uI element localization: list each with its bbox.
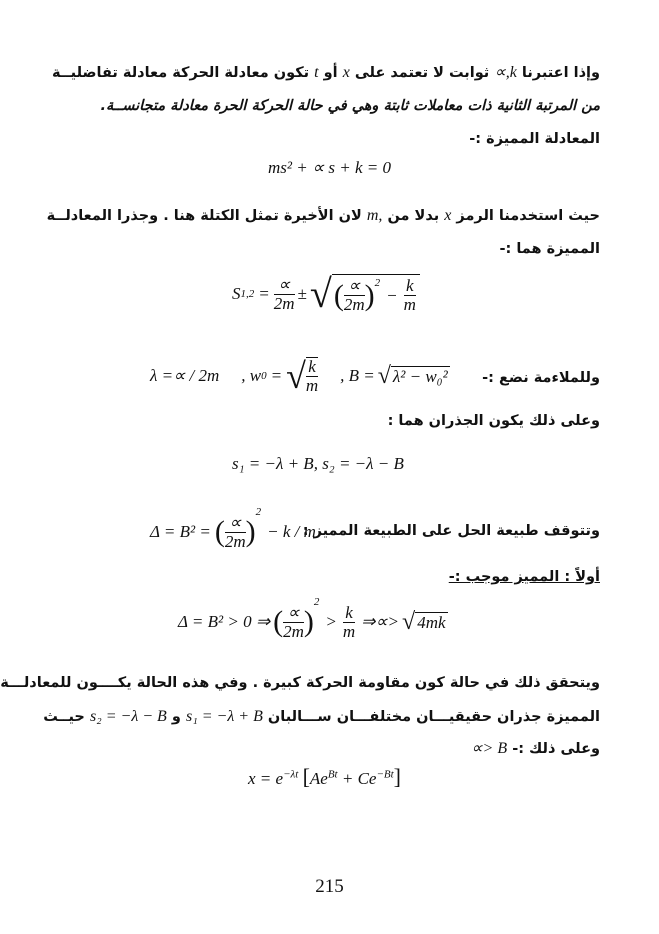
numerator: ∝ (225, 514, 246, 533)
lambda-definition: λ =∝ / 2m (150, 366, 220, 385)
numerator: k (404, 277, 416, 296)
text: و (171, 709, 181, 725)
text: أو (323, 65, 338, 81)
sqrt-icon: √ (377, 362, 391, 389)
numerator: k (343, 604, 355, 623)
math-expression: ∝> B (471, 740, 508, 757)
text: بدلا من (387, 208, 440, 224)
text: المميزة جذران حقيقيـــان مختلفـــان ســـالبان (267, 709, 600, 725)
exponent: −λt (283, 768, 299, 781)
convenience-equations (150, 350, 450, 402)
convenience-label: وللملاءمة نضع :- (482, 370, 600, 386)
paren-open-icon: ( (214, 515, 225, 548)
bracket-open: [ (302, 764, 310, 789)
lhs: S (232, 284, 241, 303)
B-lhs: , B = (340, 366, 375, 385)
paragraph2-line1 (46, 205, 600, 227)
fraction (283, 604, 304, 641)
text: حيــث (43, 709, 85, 725)
text: تكون معادلة الحركة معادلة تفاضليــة (51, 65, 310, 81)
denominator: m (403, 295, 416, 314)
fraction (404, 277, 416, 314)
paragraph2-line2: المميزة هما :- (499, 241, 600, 257)
lhs: Δ = B² = (150, 522, 211, 541)
fraction (344, 277, 365, 314)
rhs: ⇒∝> (361, 612, 400, 631)
fraction (274, 276, 295, 313)
minus-sign: − (386, 285, 398, 305)
text: وإذا اعتبرنا (521, 65, 600, 81)
numerator: k (306, 358, 318, 377)
w0-lhs: , w (241, 366, 262, 385)
text: وعلى ذلك :- (512, 741, 600, 757)
sqrt-icon: √ (402, 608, 416, 635)
paren-open-icon: ( (333, 278, 344, 312)
math-expression: s₁ = −λ + B (185, 708, 263, 725)
solution-equation (248, 764, 401, 790)
w0-subscript: 0 (261, 370, 267, 382)
nature-label: وتتوقف طبيعة الحل على الطبيعة المميز : (302, 523, 600, 539)
numerator: ∝ (283, 604, 304, 623)
discriminant-equation (150, 506, 316, 558)
solution-lhs: x = e (248, 769, 284, 788)
bracket-close: ] (393, 764, 401, 789)
denominator: 2m (273, 293, 295, 313)
denominator: 2m (224, 531, 246, 551)
equals-sign: = (270, 366, 283, 385)
exponent: Bt (327, 768, 338, 781)
w0-fraction (306, 357, 318, 395)
rhs: − k / m (267, 522, 316, 541)
case1-equation (178, 596, 448, 648)
lhs-subscript: 1,2 (240, 288, 255, 300)
paragraph1-line1 (51, 62, 600, 84)
paren-open-icon: ( (273, 605, 284, 638)
lhs: Δ = B² > 0 ⇒ (178, 612, 271, 631)
fraction (225, 514, 246, 551)
math-symbol: t (314, 64, 319, 81)
paragraph1-line2: من المرتبة الثانية ذات معاملات ثابتة وهي في حالة الحركة الحرة معادلة متجانســة. (100, 98, 600, 114)
roots-label: وعلى ذلك يكون الجذران هما : (387, 413, 600, 429)
paragraph3-line3 (60, 738, 600, 760)
roots-formula (232, 268, 420, 320)
math-symbol: x (444, 207, 452, 224)
math-expression: s₂ = −λ − B (89, 708, 167, 725)
exponent: 2 (255, 506, 262, 518)
denominator: 2m (283, 621, 304, 641)
paren-close-icon: ) (303, 605, 314, 638)
term-C: + Ce (341, 769, 377, 788)
exponent: 2 (313, 596, 320, 608)
text: ثوابت لا تعتمد على (354, 65, 490, 81)
paren-close-icon: ) (245, 515, 256, 548)
characteristic-equation: ms² + ∝ s + k = 0 (268, 158, 391, 177)
denominator: m (342, 621, 356, 641)
char-eq-label: المعادلة المميزة :- (469, 131, 600, 147)
exponent: −Bt (376, 768, 394, 781)
denominator: m (305, 376, 319, 395)
equals-sign: = (258, 284, 270, 303)
sqrt-icon: √ (309, 271, 332, 316)
text: حيث استخدمنا الرمز (456, 208, 600, 224)
text: لان الأخيرة تمثل الكتلة هنا . وجذرا المعادلــة (46, 208, 362, 224)
numerator: ∝ (274, 276, 295, 295)
B-radicand: λ² − w₀² (392, 366, 448, 386)
exponent: 2 (374, 277, 381, 289)
radicand (332, 274, 420, 314)
paragraph3-line2 (43, 706, 600, 728)
math-symbol: x (342, 64, 350, 81)
case1-heading: أولاً : المميز موجب :- (448, 569, 600, 585)
radicand: 4mk (417, 612, 446, 632)
denominator: 2m (343, 295, 365, 314)
paragraph3-line1: ويتحقق ذلك في حالة كون مقاومة الحركة كبيرة . وفي هذه الحالة يكــــون للمعادلـــة (0, 675, 600, 691)
page-number: 215 (315, 876, 344, 897)
numerator: ∝ (344, 277, 365, 296)
roots-expression: s₁ = −λ + B, s₂ = −λ − B (232, 454, 404, 473)
paren-close-icon: ) (364, 278, 375, 312)
fraction (343, 604, 355, 641)
greater-than: > (325, 612, 337, 631)
plus-minus: ± (297, 284, 307, 303)
math-symbol: m, (366, 207, 383, 224)
math-symbol: ∝,k (494, 64, 517, 81)
term-A: Ae (309, 769, 328, 788)
sqrt-icon: √ (286, 356, 306, 396)
